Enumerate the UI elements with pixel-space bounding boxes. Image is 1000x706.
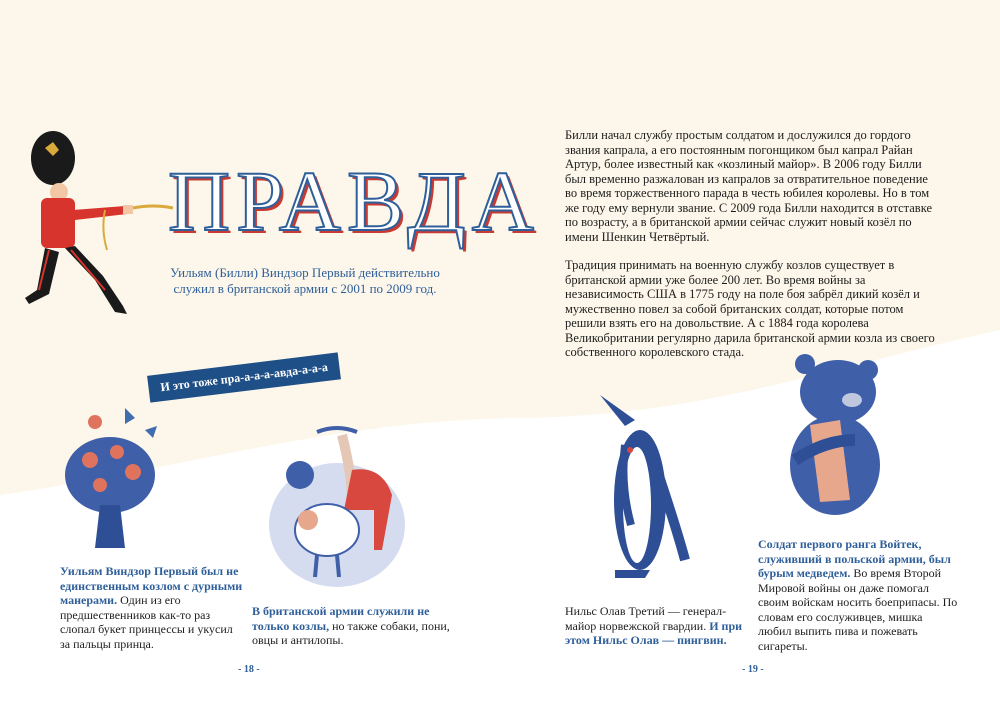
caption-goat-manners [60,564,245,651]
body-paragraph-2: Традиция принимать на военную службу козлов существует в британской армии уже более 200 лет. Во время войны за независимость США в 1775 году на поле боя забрёл дикий козёл и мужественно повел за собой британских солдат, которые потом решили взять его на довольствие. А с 1884 года королева Великобритании регулярно дарила британской армии козла из своего собственного королевского стада. [565,258,935,359]
caption-bear-highlight: Солдат первого ранга Войтек, служивший в польской армии, был бурым медведем. [758,537,951,580]
page-number-right: - 19 - [742,664,764,675]
caption-army-animals-highlight: В британской армии служили не только козлы, [252,604,430,633]
lead-paragraph: Уильям (Билли) Виндзор Первый действительно служил в британской армии с 2001 по 2009 год. [170,265,440,296]
caption-army-animals-text: но также собаки, пони, овцы и антилопы. [252,618,450,647]
army-animals-illustration [262,420,412,590]
caption-penguin-highlight: И при этом Нильс Олав — пингвин. [565,618,743,647]
section-banner: И это тоже пра-а-а-а-авда-а-а-а [147,352,341,402]
caption-penguin-text: Нильс Олав Третий — генерал-майор норвежской гвардии. [565,604,727,633]
caption-goat-manners-text: Один из его предшественников как-то раз слопал букет принцессы и укусил за пальцы принца. [60,593,233,651]
caption-bear [758,537,958,653]
caption-penguin [565,604,750,648]
penguin-illustration [595,390,695,585]
caption-goat-manners-highlight: Уильям Виндзор Первый был не единственным козлом с дурными манерами. [60,564,243,607]
right-page-body [565,128,940,374]
bouquet-illustration [55,400,170,555]
page-title: ПРАВДА [168,153,540,249]
caption-army-animals [252,604,462,648]
bear-illustration [780,350,890,515]
body-paragraph-1: Билли начал службу простым солдатом и дослужился до гордого звания капрала, а его постоянным погонщиком был капрал Райан Артур, более известный как «козлиный майор». В 2006 году Билли был временно разжалован из капралов за отвратительное поведение во время торжественного парада в честь юбилея королевы. Но в том же году ему вернули звание. С 2009 года Билли находится в отставке по возрасту, а в британской армии сейчас служит новый козёл по имени Шенкин Четвёртый. [565,128,933,244]
guard-soldier-illustration [15,130,185,330]
page-number-left: - 18 - [238,664,260,675]
caption-bear-text: Во время Второй Мировой войны он даже помогал своим войскам носить боеприпасы. По словам его сослуживцев, мишка любил выпить пива и пожевать сигареты. [758,566,958,653]
